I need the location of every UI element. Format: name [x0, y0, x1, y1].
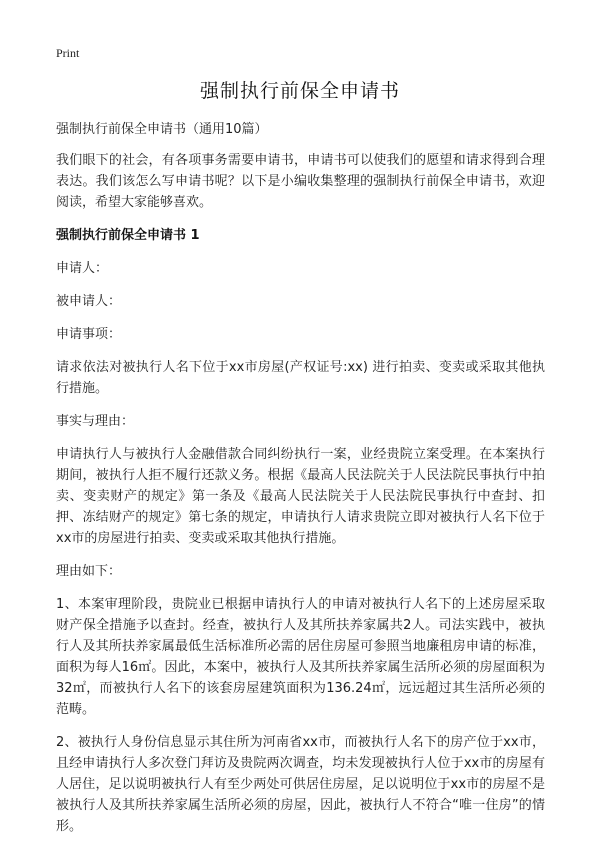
applicant-line: 申请人： [56, 261, 109, 276]
reason-paragraph-2: 2、被执行人身份信息显示其住所为河南省xx市，而被执行人名下的房产位于xx市，且经申请执行人多次登门拜访及贵院两次调查，均未发现被执行人位于xx市的房屋有人居住，足以说明被执行人有至少两处可供居住房屋，足以说明位于xx市的房屋不是被执行人及其所扶养家属生活所必须的房屋，因此，被执行人不符合“唯一住房”的情形。 [56, 735, 545, 834]
matter-label: 申请事项： [56, 327, 122, 342]
section-heading-1: 强制执行前保全申请书 1 [56, 228, 200, 243]
facts-label: 事实与理由： [56, 414, 135, 429]
reasons-label: 理由如下： [56, 564, 122, 579]
matter-paragraph: 请求依法对被执行人名下位于xx市房屋(产权证号:xx) 进行拍卖、变卖或采取其他执行措施。 [56, 360, 545, 396]
document-body [56, 119, 545, 849]
print-link[interactable]: Print [56, 46, 80, 60]
intro-paragraph: 我们眼下的社会，有各项事务需要申请书，申请书可以使我们的愿望和请求得到合理表达。我们该怎么写申请书呢？以下是小编收集整理的强制执行前保全申请书，欢迎阅读，希望大家能够喜欢。 [56, 153, 545, 210]
document-title: 强制执行前保全申请书 [199, 80, 400, 102]
reason-paragraph-1: 1、本案审理阶段，贵院业已根据申请执行人的申请对被执行人名下的上述房屋采取财产保全措施予以查封。经查，被执行人及其所扶养家属共2人。司法实践中，被执行人及其所扶养家属最低生活标准所必需的居住房屋可参照当地廉租房申请的标准，面积为每人16㎡。因此，本案中，被执行人及其所扶养家属生活所必须的房屋面积为32㎡，而被执行人名下的该套房屋建筑面积为136.24㎡，远远超过其生活所必须的范畴。 [56, 597, 545, 717]
document-subtitle: 强制执行前保全申请书（通用10篇） [56, 122, 268, 137]
facts-paragraph: 申请执行人与被执行人金融借款合同纠纷执行一案，业经贵院立案受理。在本案执行期间，被执行人拒不履行还款义务。根据《最高人民法院关于人民法院民事执行中拍卖、变卖财产的规定》第一条及《最高人民法院关于人民法院民事执行中查封、扣押、冻结财产的规定》第七条的规定，申请执行人请求贵院立即对被执行人名下位于xx市的房屋进行拍卖、变卖或采取其他执行措施。 [56, 447, 545, 546]
respondent-line: 被申请人： [56, 294, 122, 309]
